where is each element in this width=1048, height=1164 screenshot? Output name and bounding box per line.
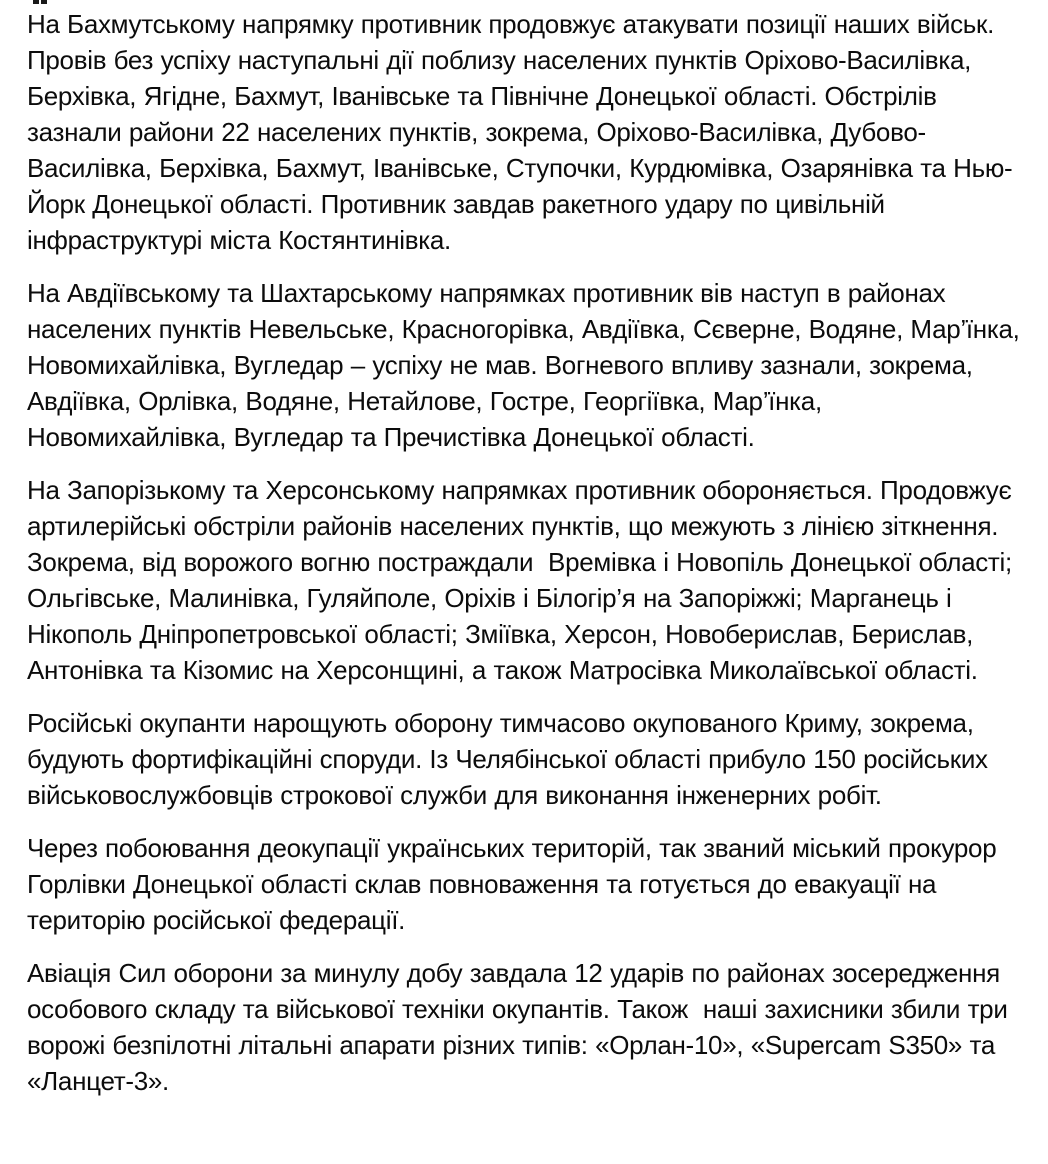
paragraph-horlivka-prosecutor: Через побоювання деокупації українських територій, так званий міський прокурор Горлівки Донецької області склав повноваження та готується до евакуації на територію російської федерації.: [27, 833, 1004, 935]
paragraph-aviation-strikes: Авіація Сил оборони за минулу добу завдала 12 ударів по районах зосередження особового складу та військової техніки окупантів. Також наші захисники збили три ворожі безпілотні літальні апарати різних типів: «Орлан-10», «Supercam S350» та «Ланцет-3».: [27, 958, 1016, 1096]
cropped-text-artifact: [33, 0, 39, 4]
paragraph-crimea-fortifications: Російські окупанти нарощують оборону тимчасово окупованого Криму, зокрема, будують фортифікаційні споруди. Із Челябінської області прибуло 150 російських військовослужбовців строкової служби для виконання інженерних робіт.: [27, 708, 996, 810]
paragraph-bakhmut-direction: На Бахмутському напрямку противник продовжує атакувати позиції наших військ. Провів без успіху наступальні дії поблизу населених пунктів Оріхово-Василівка, Берхівка, Ягідне, Бахмут, Іванівське та Північне Донецької області. Обстрілів зазнали райони 22 населених пунктів, зокрема, Оріхово-Василівка, Дубово-Василівка, Берхівка, Бахмут, Іванівське, Ступочки, Курдюмівка, Озарянівка та Нью-Йорк Донецької області. Противник завдав ракетного удару по цивільній інфраструктурі міста Костянтинівка.: [27, 9, 1013, 255]
paragraph-zaporizhzhia-kherson-directions: На Запорізькому та Херсонському напрямках противник обороняється. Продовжує артилерійські обстріли районів населених пунктів, що межують з лінією зіткнення. Зокрема, від ворожого вогню постраждали Времівка і Новопіль Донецької області; Ольгівське, Малинівка, Гуляйполе, Оріхів і Білогір’я на Запоріжжі; Марганець і Нікополь Дніпропетровської області; Зміївка, Херсон, Новоберислав, Берислав, Антонівка та Кізомис на Херсонщині, а також Матросівка Миколаївської області.: [27, 475, 1020, 685]
paragraph-avdiivka-shakhtarsk-directions: На Авдіївському та Шахтарському напрямках противник вів наступ в районах населених пунктів Невельське, Красногорівка, Авдіївка, Сєверне, Водяне, Мар’їнка, Новомихайлівка, Вугледар – успіху не мав. Вогневого впливу зазнали, зокрема, Авдіївка, Орлівка, Водяне, Нетайлове, Гостре, Георгіївка, Мар’їнка, Новомихайлівка, Вугледар та Пречистівка Донецької області.: [27, 278, 1028, 452]
